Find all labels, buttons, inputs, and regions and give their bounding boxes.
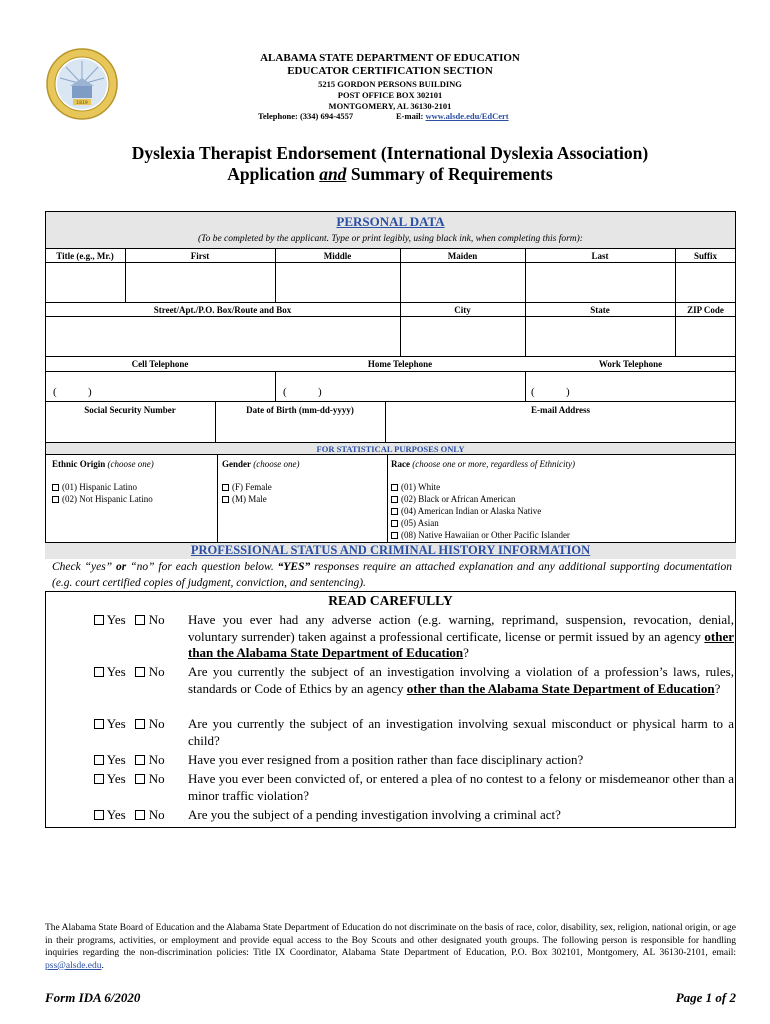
state-input[interactable]: [526, 317, 675, 356]
first-name-input[interactable]: [126, 263, 275, 302]
checkbox-icon: [391, 520, 398, 527]
statistical-heading: FOR STATISTICAL PURPOSES ONLY: [316, 444, 465, 454]
question-6: Yes No Are you the subject of a pending investigation involving a criminal act?: [94, 807, 734, 824]
q6-yes-checkbox[interactable]: Yes: [94, 807, 126, 822]
seal-year: 1819: [76, 101, 88, 106]
street-input[interactable]: [46, 317, 400, 356]
cell-phone-label: Cell Telephone: [131, 359, 189, 369]
q5-no-checkbox[interactable]: No: [135, 771, 164, 786]
professional-heading: PROFESSIONAL STATUS AND CRIMINAL HISTORY INFORMATION: [190, 543, 591, 557]
checkbox-icon: [52, 484, 59, 491]
first-name-label: First: [190, 251, 210, 261]
zip-label: ZIP Code: [687, 305, 724, 315]
q1-yes-checkbox[interactable]: Yes: [94, 612, 126, 627]
q4-yes-checkbox[interactable]: Yes: [94, 752, 126, 767]
checkbox-icon: [391, 532, 398, 539]
read-carefully: READ CAREFULLY: [328, 593, 453, 608]
city-label: City: [454, 305, 471, 315]
state-seal: [46, 48, 118, 120]
question-4: Yes No Have you ever resigned from a position rather than face disciplinary action?: [94, 752, 734, 769]
middle-name-label: Middle: [323, 251, 352, 261]
email-address-label: E-mail Address: [530, 405, 591, 415]
form-subtitle: Application and Summary of Requirements: [227, 164, 553, 184]
question-2: Yes No Are you currently the subject of an investigation involving a violation of a profession’s laws, rules, standards or Code of Ethics by an agency other than the Alabama State Department of Education?: [94, 664, 734, 697]
footer-email-link[interactable]: pss@alsde.edu: [45, 960, 102, 971]
question-1: Yes No Have you ever had any adverse action (e.g. warning, reprimand, suspension, revocation, denial, voluntary surrender) taken against a professional certificate, license or permit issued by an agency other than the Alabama State Department of Education?: [94, 612, 734, 662]
last-name-input[interactable]: [526, 263, 675, 302]
checkbox-icon: [94, 667, 104, 677]
gender-option-female[interactable]: (F) Female: [222, 481, 272, 493]
personal-data-heading: PERSONAL DATA: [336, 214, 445, 229]
gender-option-male[interactable]: (M) Male: [222, 493, 267, 505]
section-name: EDUCATOR CERTIFICATION SECTION: [287, 65, 493, 77]
checkbox-icon: [391, 496, 398, 503]
checkbox-icon: [222, 484, 229, 491]
checkbox-icon: [135, 755, 145, 765]
email-row: [396, 111, 509, 121]
email-link[interactable]: www.alsde.edu/EdCert: [425, 111, 509, 121]
dob-input[interactable]: [216, 417, 385, 442]
state-label: State: [590, 305, 610, 315]
race-option-05[interactable]: (05) Asian: [391, 517, 439, 529]
ethnic-origin-label: Ethnic Origin (choose one): [52, 459, 154, 469]
ssn-input[interactable]: [46, 417, 215, 442]
ssn-label: Social Security Number: [84, 405, 176, 415]
q3-no-checkbox[interactable]: No: [135, 716, 164, 731]
race-option-04[interactable]: (04) American Indian or Alaska Native: [391, 505, 541, 517]
checkbox-icon: [222, 496, 229, 503]
checkbox-icon: [135, 774, 145, 784]
last-name-label: Last: [591, 251, 609, 261]
cell-phone-input[interactable]: ( ): [53, 386, 92, 398]
email-address-input[interactable]: [386, 417, 735, 442]
suffix-label: Suffix: [693, 251, 717, 261]
race-option-01[interactable]: (01) White: [391, 481, 440, 493]
personal-instruction: (To be completed by the applicant. Type or print legibly, using black ink, when completing this form):: [198, 234, 583, 244]
suffix-input[interactable]: [676, 263, 735, 302]
checkbox-icon: [94, 719, 104, 729]
checkbox-icon: [135, 667, 145, 677]
ethnic-option-01[interactable]: (01) Hispanic Latino: [52, 481, 137, 493]
city-input[interactable]: [401, 317, 525, 356]
home-phone-input[interactable]: ( ): [283, 386, 322, 398]
email-label: E-mail:: [396, 111, 424, 121]
street-label: Street/Apt./P.O. Box/Route and Box: [153, 305, 292, 315]
title-input[interactable]: [46, 263, 125, 302]
professional-instruction: Check “yes” or “no” for each question below. “YES” responses require an attached explanation and any additional supporting documentation (e.g. court certified copies of judgment, conviction, and sentencing).: [52, 561, 732, 589]
checkbox-icon: [94, 774, 104, 784]
checkbox-icon: [391, 484, 398, 491]
race-label: Race (choose one or more, regardless of Ethnicity): [391, 459, 575, 469]
checkbox-icon: [52, 496, 59, 503]
work-phone-input[interactable]: ( ): [531, 386, 570, 398]
middle-name-input[interactable]: [276, 263, 400, 302]
form-title: Dyslexia Therapist Endorsement (International Dyslexia Association): [131, 143, 649, 163]
question-5: Yes No Have you ever been convicted of, or entered a plea of no contest to a felony or misdemeanor other than a minor traffic violation?: [94, 771, 734, 804]
checkbox-icon: [135, 615, 145, 625]
checkbox-icon: [94, 755, 104, 765]
form-id: Form IDA 6/2020: [45, 990, 141, 1005]
home-phone-label: Home Telephone: [367, 359, 433, 369]
city-line: MONTGOMERY, AL 36130-2101: [328, 101, 452, 111]
question-3: Yes No Are you currently the subject of an investigation involving sexual misconduct or physical harm to a child?: [94, 716, 734, 749]
maiden-name-input[interactable]: [401, 263, 525, 302]
q5-yes-checkbox[interactable]: Yes: [94, 771, 126, 786]
checkbox-icon: [135, 719, 145, 729]
q2-no-checkbox[interactable]: No: [135, 664, 164, 679]
race-option-08[interactable]: (08) Native Hawaiian or Other Pacific Islander: [391, 529, 570, 541]
checkbox-icon: [94, 810, 104, 820]
checkbox-icon: [135, 810, 145, 820]
checkbox-icon: [94, 615, 104, 625]
dept-name: ALABAMA STATE DEPARTMENT OF EDUCATION: [260, 52, 520, 64]
non-discrimination-notice: The Alabama State Board of Education and the Alabama State Department of Education do not discriminate on the basis of race, color, disability, sex, religion, national origin, or age in their programs, activities, or employment and provide equal access to the Boy Scouts and other designated youth groups. The following person is responsible for handling inquiries regarding the non-discrimination policies: Title IX Coordinator, Alabama State Department of Education, P.O. Box 302101, Montgomery, AL 36130-2101, email: pss@alsde.edu.: [45, 923, 736, 971]
po-box: POST OFFICE BOX 302101: [337, 90, 443, 100]
gender-label: Gender (choose one): [222, 459, 300, 469]
telephone: Telephone: (334) 694-4557: [258, 111, 354, 121]
q4-no-checkbox[interactable]: No: [135, 752, 164, 767]
title-field-label: Title (e.g., Mr.): [56, 251, 114, 261]
q6-no-checkbox[interactable]: No: [135, 807, 164, 822]
work-phone-label: Work Telephone: [598, 359, 663, 369]
q3-yes-checkbox[interactable]: Yes: [94, 716, 126, 731]
q2-yes-checkbox[interactable]: Yes: [94, 664, 126, 679]
q1-no-checkbox[interactable]: No: [135, 612, 164, 627]
page-number: Page 1 of 2: [675, 990, 736, 1005]
maiden-name-label: Maiden: [447, 251, 478, 261]
building: 5215 GORDON PERSONS BUILDING: [318, 79, 462, 89]
race-option-02[interactable]: (02) Black or African American: [391, 493, 515, 505]
ethnic-option-02[interactable]: (02) Not Hispanic Latino: [52, 493, 153, 505]
checkbox-icon: [391, 508, 398, 515]
zip-input[interactable]: [676, 317, 735, 356]
dob-label: Date of Birth (mm-dd-yyyy): [246, 405, 354, 415]
